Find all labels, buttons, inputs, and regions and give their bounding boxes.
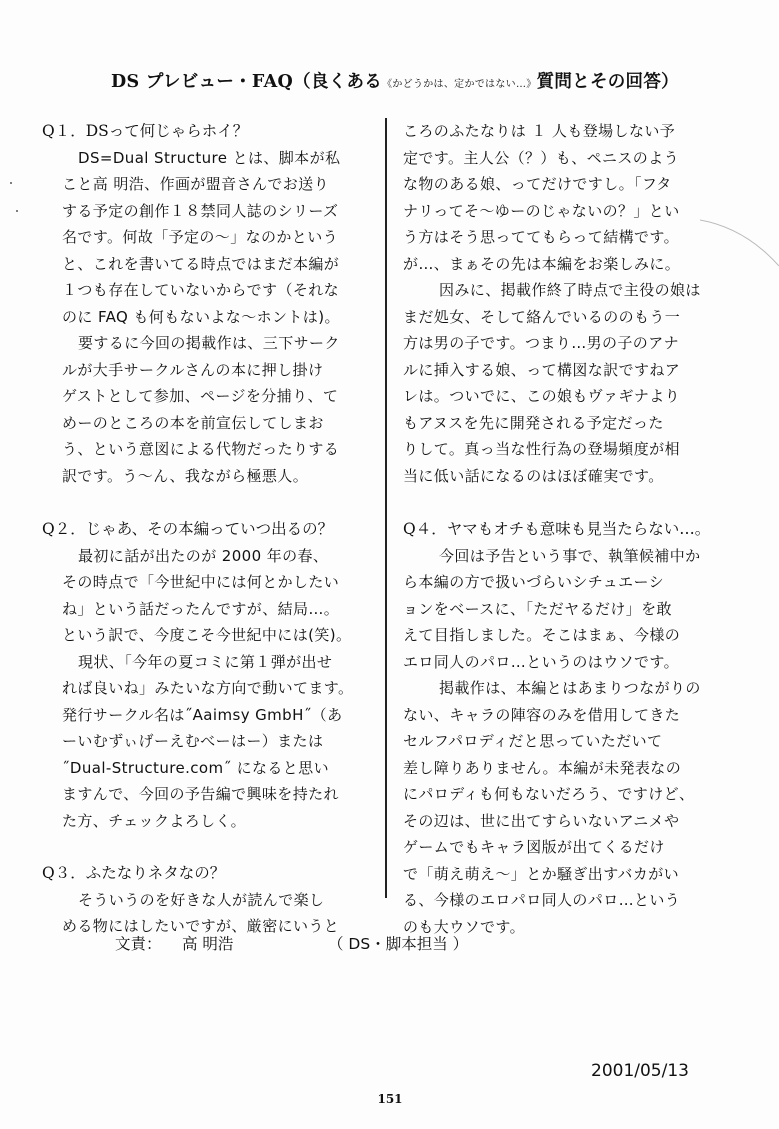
text-line: ら本編の方で扱いづらいシチュエーシ — [403, 573, 665, 591]
text-line: 差し障りありません。本編が未発表なの — [403, 758, 682, 777]
text-line: 因みに、掲載作終了時点で主役の娘は — [439, 281, 701, 299]
text-line: という訳で、今度こそ今世紀中には(笑)。 — [62, 626, 352, 644]
text-line: ころのふたなりは １ 人も登場しない予 — [403, 122, 676, 140]
left-column — [42, 118, 372, 940]
text-line: DS=Dual Structure とは、脚本が私 — [78, 148, 341, 167]
text-line: 訳です。う～ん、我ながら極悪人。 — [62, 466, 309, 485]
paragraph-gap — [42, 489, 372, 516]
scan-speck — [10, 182, 12, 184]
text-line: 当に低い話になるのはほぼ確実です。 — [403, 466, 664, 485]
text-line: う、という意図による代物だったりする — [62, 440, 340, 458]
text-line: う方はそう思っててもらって結構です。 — [403, 228, 680, 246]
text-line: 発行サークル名は˝Aaimsy GmbH˝（あ — [62, 705, 343, 724]
text-line: そういうのを好きな人が読んで楽し — [78, 890, 325, 909]
text-line: ない、キャラの陣容のみを借用してきた — [403, 705, 681, 724]
title-aside: 《かどうかは、定かではない…》 — [382, 79, 537, 90]
text-line: のも大ウソです。 — [403, 917, 526, 936]
faq-question: Q３．ふたなりネタなの？ — [42, 864, 226, 882]
text-line: る、今様のエロパロ同人のパロ…という — [403, 891, 681, 909]
faq-question: Q４．ヤマもオチも意味も見当たらない…。 — [403, 520, 711, 538]
text-line: ますんで、今回の予告編で興味を持たれ — [62, 785, 339, 803]
text-line: まだ処女、そして絡んでいるののもう一 — [403, 307, 681, 326]
text-line: ョンをベースに、「ただヤるだけ」を敢 — [403, 599, 672, 618]
text-line: もアヌスを先に開発される予定だった — [403, 413, 664, 432]
text-line: ルが大手サークルさんの本に押し掛け — [62, 360, 324, 379]
text-line: ーいむずぃげーえむべーはー）または — [62, 732, 324, 750]
text-line: ゲストとして参加、ページを分捕り、て — [62, 387, 339, 405]
text-line: その辺は、世に出てすらいないアニメや — [403, 811, 680, 830]
text-line: が…、まぁその先は本編をお楽しみに。 — [403, 254, 681, 273]
text-line: ナリってそ～ゆーのじゃないの？」とい — [403, 201, 680, 220]
text-line: 今回は予告という事で、執筆候補中か — [439, 546, 701, 565]
faq-question: Q１．DSって何じゃらホイ？ — [42, 122, 249, 140]
text-line: のに FAQ も何もないよな～ホントは)。 — [62, 307, 340, 326]
text-line: その時点で「今世紀中には何とかしたい — [62, 573, 340, 591]
text-line: た方、チェックよろしく。 — [62, 811, 247, 830]
scan-artifact-curve — [700, 218, 779, 268]
credit-role: （ DS・脚本担当 ） — [328, 935, 469, 953]
text-line: １つも存在していないからです（それな — [62, 281, 340, 299]
text-line: 掲載作は、本編とはあまりつながりの — [439, 679, 701, 697]
text-line: で「萌え萌え～」とか騒ぎ出すバカがい — [403, 864, 680, 883]
text-line: にパロディも何もないだろう、ですけど、 — [403, 785, 695, 803]
text-line: 最初に話が出たのが 2000 年の春、 — [78, 546, 329, 565]
text-line: ね」という話だったんですが、結局…。 — [62, 599, 340, 618]
right-column — [403, 118, 733, 940]
title-main-start: DS プレビュー・FAQ（良くある — [111, 72, 383, 92]
text-line: 方は男の子です。つまり…男の子のアナ — [403, 334, 680, 352]
text-line: めーのところの本を前宣伝してしまお — [62, 413, 324, 432]
text-line: ˝Dual-Structure.com˝ になると思い — [62, 758, 329, 777]
text-line: えて目指しました。そこはまぁ、今様の — [403, 626, 681, 644]
text-line: 名です。何故「予定の～」なのかという — [62, 228, 339, 246]
text-line: レは。ついでに、この娘もヴァギナより — [403, 387, 681, 405]
text-line: める物にはしたいですが、厳密にいうと — [62, 917, 340, 935]
text-line: な物のある娘、ってだけですし。「フタ — [403, 175, 672, 193]
scan-speck — [16, 210, 18, 212]
text-line: 現状、「今年の夏コミに第１弾が出せ — [78, 652, 333, 671]
text-line: する予定の創作１８禁同人誌のシリーズ — [62, 201, 339, 220]
text-line: セルフパロディだと思っていただいて — [403, 732, 663, 750]
text-line: ルに挿入する娘、って構図な訳ですねア — [403, 360, 681, 379]
text-line: 要するに今回の掲載作は、三下サーク — [78, 334, 340, 352]
column-divider — [385, 118, 387, 898]
title-main-end: 質問とその回答） — [536, 72, 679, 92]
faq-question: Q２．じゃあ、その本編っていつ出るの？ — [42, 520, 334, 538]
paragraph-gap — [42, 834, 372, 860]
page-number: 151 — [377, 1092, 403, 1106]
text-line: こと高 明浩、作画が盟音さんでお送り — [62, 175, 329, 193]
text-line: 定です。主人公（？）も、ペニスのよう — [403, 148, 680, 167]
text-line: れば良いね」みたいな方向で動いてます。 — [62, 679, 354, 697]
credit-label: 文責： — [115, 935, 162, 953]
paragraph-gap — [403, 489, 733, 516]
text-line: エロ同人のパロ…というのはウソです。 — [403, 652, 680, 671]
page-title — [70, 68, 720, 93]
text-line: ゲームでもキャラ図版が出てくるだけ — [403, 838, 665, 856]
text-line: と、これを書いてる時点ではまだ本編が — [62, 254, 340, 273]
text-line: りして。真っ当な性行為の登場頻度が相 — [403, 440, 680, 458]
date-stamp: 2001/05/13 — [591, 1061, 689, 1081]
credit-author: 高 明浩 — [182, 935, 234, 953]
